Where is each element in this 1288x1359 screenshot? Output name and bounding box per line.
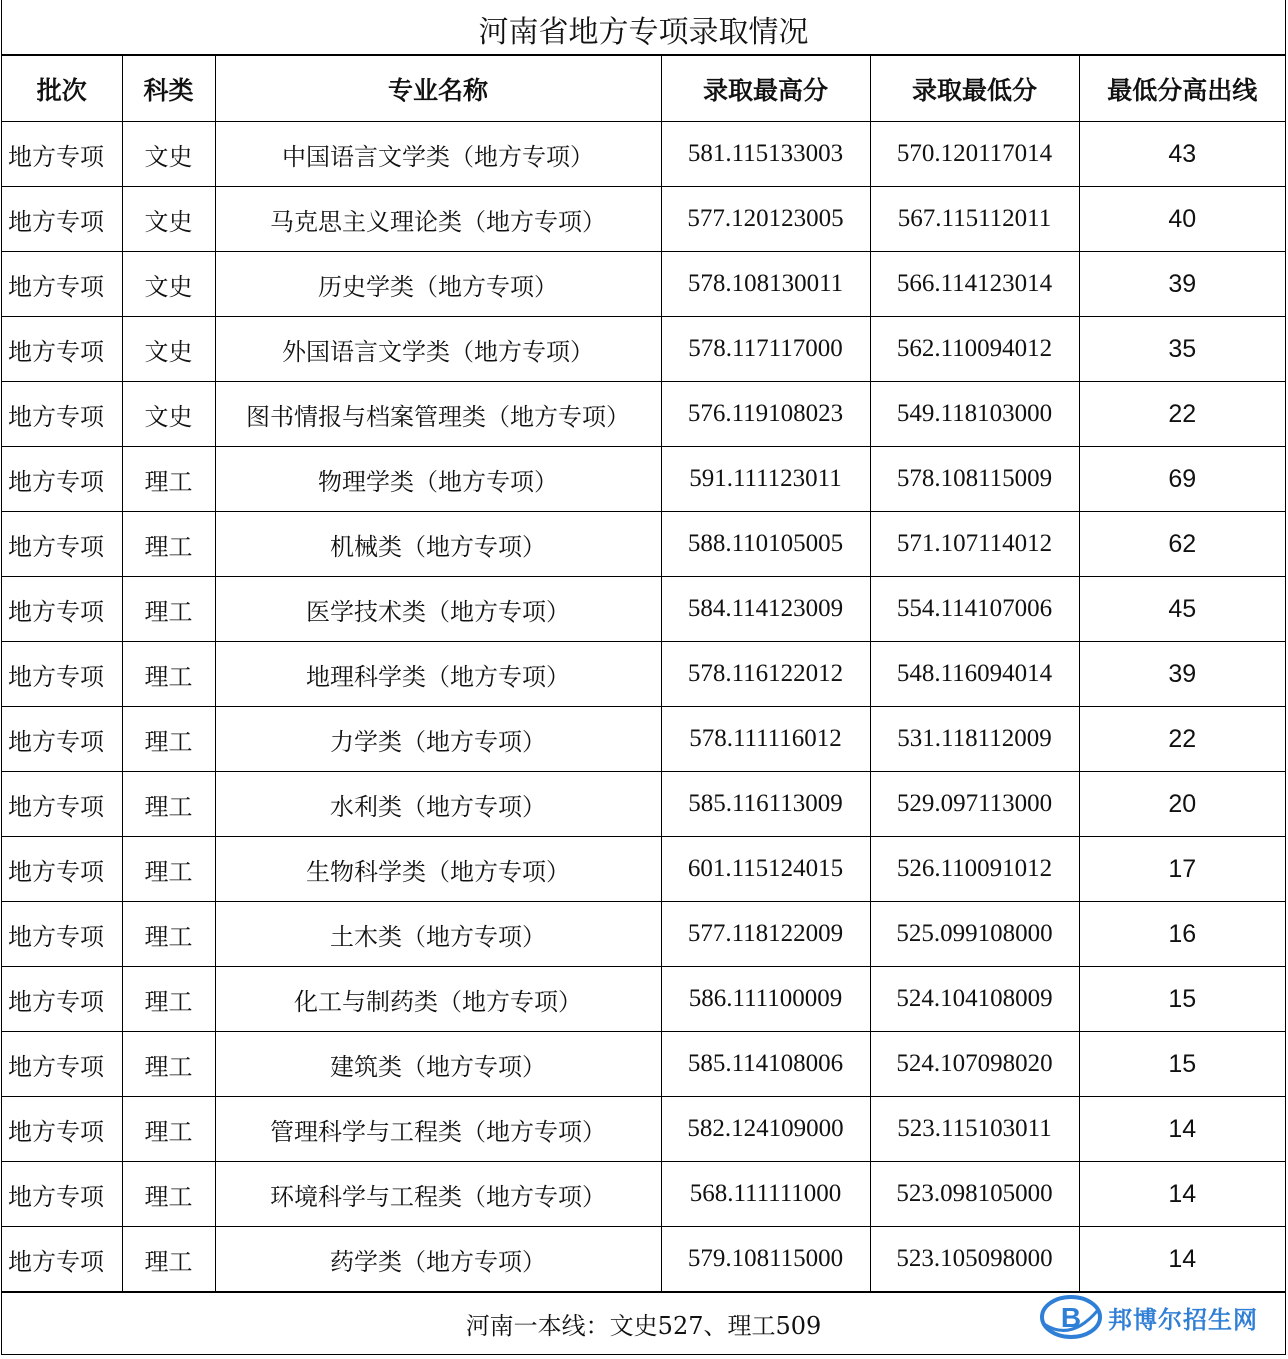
table-row	[2, 1097, 1285, 1162]
cell-batch: 地方专项	[2, 382, 122, 447]
cell-max-score: 585.116113009	[661, 772, 870, 837]
cell-subject-type: 理工	[122, 967, 215, 1032]
cell-subject-type: 理工	[122, 1097, 215, 1162]
cell-above-line: 69	[1079, 447, 1285, 512]
admission-table-sheet	[1, 0, 1286, 1355]
cell-min-score: 523.098105000	[870, 1162, 1079, 1227]
cell-min-score: 566.114123014	[870, 252, 1079, 317]
cell-batch: 地方专项	[2, 772, 122, 837]
cell-subject-type: 理工	[122, 1227, 215, 1292]
cell-batch: 地方专项	[2, 707, 122, 772]
cell-above-line: 16	[1079, 902, 1285, 967]
cell-batch: 地方专项	[2, 1162, 122, 1227]
cell-min-score: 549.118103000	[870, 382, 1079, 447]
cell-subject-type: 理工	[122, 577, 215, 642]
table-row	[2, 902, 1285, 967]
cell-major-name: 水利类（地方专项）	[215, 772, 661, 837]
cell-major-name: 中国语言文学类（地方专项）	[215, 122, 661, 187]
table-row	[2, 252, 1285, 317]
cell-min-score: 526.110091012	[870, 837, 1079, 902]
watermark-text: 邦博尔招生网	[1108, 1305, 1258, 1334]
header-min-score: 录取最低分	[870, 56, 1079, 122]
cell-major-name: 机械类（地方专项）	[215, 512, 661, 577]
table-row	[2, 512, 1285, 577]
cell-max-score: 588.110105005	[661, 512, 870, 577]
table-row	[2, 1227, 1285, 1292]
cell-above-line: 15	[1079, 967, 1285, 1032]
cell-subject-type: 文史	[122, 187, 215, 252]
cell-max-score: 591.111123011	[661, 447, 870, 512]
cell-above-line: 20	[1079, 772, 1285, 837]
cell-max-score: 585.114108006	[661, 1032, 870, 1097]
cell-subject-type: 文史	[122, 382, 215, 447]
table-row	[2, 577, 1285, 642]
site-logo-icon	[1040, 1294, 1102, 1340]
cell-above-line: 39	[1079, 252, 1285, 317]
header-major-name: 专业名称	[215, 56, 661, 122]
cell-batch: 地方专项	[2, 122, 122, 187]
cell-batch: 地方专项	[2, 577, 122, 642]
cell-max-score: 584.114123009	[661, 577, 870, 642]
table-row	[2, 382, 1285, 447]
table-row	[2, 967, 1285, 1032]
cell-min-score: 523.115103011	[870, 1097, 1079, 1162]
table-row	[2, 447, 1285, 512]
cell-batch: 地方专项	[2, 837, 122, 902]
cell-max-score: 582.124109000	[661, 1097, 870, 1162]
cell-major-name: 建筑类（地方专项）	[215, 1032, 661, 1097]
cell-batch: 地方专项	[2, 967, 122, 1032]
cell-batch: 地方专项	[2, 1227, 122, 1292]
cell-major-name: 生物科学类（地方专项）	[215, 837, 661, 902]
cell-max-score: 577.120123005	[661, 187, 870, 252]
cell-batch: 地方专项	[2, 512, 122, 577]
cell-batch: 地方专项	[2, 187, 122, 252]
cell-above-line: 39	[1079, 642, 1285, 707]
cell-batch: 地方专项	[2, 252, 122, 317]
table-row	[2, 772, 1285, 837]
cell-subject-type: 理工	[122, 902, 215, 967]
cell-above-line: 40	[1079, 187, 1285, 252]
table-row	[2, 187, 1285, 252]
cell-subject-type: 理工	[122, 707, 215, 772]
table-row	[2, 707, 1285, 772]
cell-above-line: 62	[1079, 512, 1285, 577]
cell-subject-type: 理工	[122, 447, 215, 512]
cell-above-line: 17	[1079, 837, 1285, 902]
cell-min-score: 524.104108009	[870, 967, 1079, 1032]
cell-min-score: 567.115112011	[870, 187, 1079, 252]
cell-major-name: 药学类（地方专项）	[215, 1227, 661, 1292]
cell-min-score: 548.116094014	[870, 642, 1079, 707]
cell-above-line: 15	[1079, 1032, 1285, 1097]
cell-above-line: 22	[1079, 382, 1285, 447]
cell-major-name: 医学技术类（地方专项）	[215, 577, 661, 642]
cell-min-score: 529.097113000	[870, 772, 1079, 837]
cell-batch: 地方专项	[2, 642, 122, 707]
cell-major-name: 外国语言文学类（地方专项）	[215, 317, 661, 382]
cell-batch: 地方专项	[2, 1032, 122, 1097]
cutoff-line-note: 河南一本线：文史527、理工509	[2, 1292, 1285, 1356]
cell-subject-type: 文史	[122, 317, 215, 382]
cell-min-score: 531.118112009	[870, 707, 1079, 772]
cell-subject-type: 理工	[122, 512, 215, 577]
cell-major-name: 物理学类（地方专项）	[215, 447, 661, 512]
table-row	[2, 1032, 1285, 1097]
cell-major-name: 力学类（地方专项）	[215, 707, 661, 772]
logo-letter: B	[1060, 1302, 1082, 1333]
cell-min-score: 523.105098000	[870, 1227, 1079, 1292]
cell-min-score: 524.107098020	[870, 1032, 1079, 1097]
cell-max-score: 578.111116012	[661, 707, 870, 772]
header-row	[2, 56, 1285, 122]
cell-subject-type: 理工	[122, 772, 215, 837]
header-max-score: 录取最高分	[661, 56, 870, 122]
header-subject-type: 科类	[122, 56, 215, 122]
cell-above-line: 35	[1079, 317, 1285, 382]
cell-min-score: 562.110094012	[870, 317, 1079, 382]
table-row	[2, 1162, 1285, 1227]
table-row	[2, 837, 1285, 902]
cell-batch: 地方专项	[2, 1097, 122, 1162]
table-title: 河南省地方专项录取情况	[2, 0, 1285, 56]
cell-subject-type: 文史	[122, 252, 215, 317]
cell-min-score: 554.114107006	[870, 577, 1079, 642]
cell-major-name: 马克思主义理论类（地方专项）	[215, 187, 661, 252]
cell-above-line: 22	[1079, 707, 1285, 772]
cell-major-name: 化工与制药类（地方专项）	[215, 967, 661, 1032]
table-row	[2, 122, 1285, 187]
cell-max-score: 578.117117000	[661, 317, 870, 382]
cell-min-score: 578.108115009	[870, 447, 1079, 512]
cell-batch: 地方专项	[2, 317, 122, 382]
cell-subject-type: 理工	[122, 1162, 215, 1227]
cell-batch: 地方专项	[2, 902, 122, 967]
cell-above-line: 14	[1079, 1097, 1285, 1162]
cell-major-name: 历史学类（地方专项）	[215, 252, 661, 317]
cell-max-score: 586.111100009	[661, 967, 870, 1032]
cell-max-score: 576.119108023	[661, 382, 870, 447]
cell-above-line: 45	[1079, 577, 1285, 642]
cell-major-name: 图书情报与档案管理类（地方专项）	[215, 382, 661, 447]
cell-max-score: 568.111111000	[661, 1162, 870, 1227]
table-row	[2, 317, 1285, 382]
cell-above-line: 43	[1079, 122, 1285, 187]
admission-table	[2, 56, 1285, 1292]
cell-min-score: 571.107114012	[870, 512, 1079, 577]
cell-above-line: 14	[1079, 1227, 1285, 1292]
cell-above-line: 14	[1079, 1162, 1285, 1227]
cell-max-score: 578.116122012	[661, 642, 870, 707]
cell-batch: 地方专项	[2, 447, 122, 512]
cell-major-name: 管理科学与工程类（地方专项）	[215, 1097, 661, 1162]
header-above-line: 最低分高出线	[1079, 56, 1285, 122]
cell-major-name: 地理科学类（地方专项）	[215, 642, 661, 707]
cell-subject-type: 理工	[122, 837, 215, 902]
cell-subject-type: 理工	[122, 1032, 215, 1097]
cell-max-score: 581.115133003	[661, 122, 870, 187]
cell-min-score: 525.099108000	[870, 902, 1079, 967]
header-batch: 批次	[2, 56, 122, 122]
cell-max-score: 577.118122009	[661, 902, 870, 967]
cell-max-score: 579.108115000	[661, 1227, 870, 1292]
cell-subject-type: 理工	[122, 642, 215, 707]
cell-max-score: 578.108130011	[661, 252, 870, 317]
table-row	[2, 642, 1285, 707]
cell-major-name: 环境科学与工程类（地方专项）	[215, 1162, 661, 1227]
watermark	[1040, 1293, 1258, 1341]
cell-major-name: 土木类（地方专项）	[215, 902, 661, 967]
cell-min-score: 570.120117014	[870, 122, 1079, 187]
cell-max-score: 601.115124015	[661, 837, 870, 902]
cell-subject-type: 文史	[122, 122, 215, 187]
